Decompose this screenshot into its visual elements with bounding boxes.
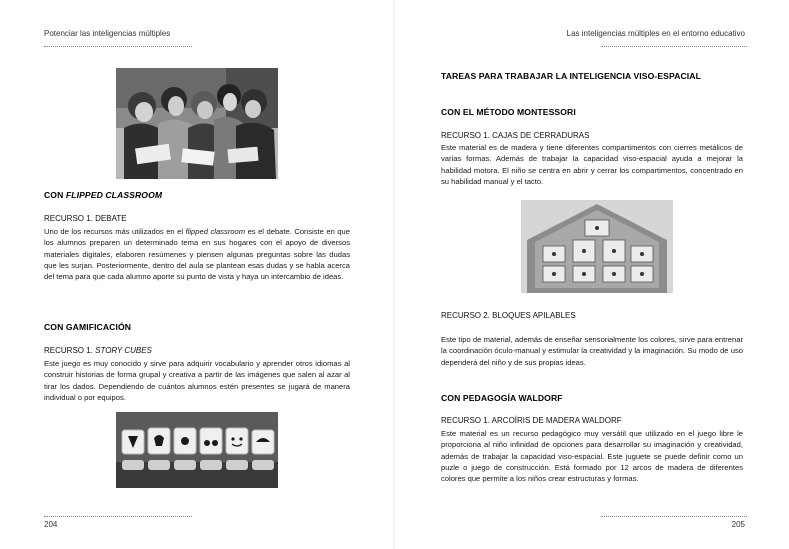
page-number-left: 204 <box>44 520 58 529</box>
left-page <box>0 0 394 549</box>
debate-text-a: Uno de los recursos más utilizados en el <box>44 227 186 236</box>
resource-emphasis: STORY CUBES <box>95 346 152 355</box>
header-rule-left <box>44 46 192 47</box>
debate-paragraph <box>44 226 350 282</box>
heading-prefix: CON <box>44 190 66 200</box>
gamification-heading: CON GAMIFICACIÓN <box>44 322 132 332</box>
arcoiris-paragraph: Este material es un recurso pedagógico muy versátil que utilizado en el juego libre le proporciona al niño infinidad de opciones para desarrollar su imaginación y creatividad, además de trabajar la capacidad viso-espacial. Este juguete se puede definir como un puzle o juego de construcción. Está formado por 12 arcos de madera de diferentes colores que permite a los niños crear estructuras y formas. <box>441 429 743 484</box>
resource-bloques-title: RECURSO 2. BLOQUES APILABLES <box>441 311 576 320</box>
header-rule-right <box>601 46 747 47</box>
resource-debate-title: RECURSO 1. DEBATE <box>44 214 127 223</box>
resource-story-cubes-title <box>44 346 152 355</box>
story-cubes-photo <box>116 412 278 488</box>
running-head-right: Las inteligencias múltiples en el entorno educativo <box>566 29 745 38</box>
viso-espacial-heading: TAREAS PARA TRABAJAR LA INTELIGENCIA VISO-ESPACIAL <box>441 71 701 81</box>
right-page <box>395 0 789 549</box>
resource-cajas-title: RECURSO 1. CAJAS DE CERRADURAS <box>441 131 590 140</box>
students-reading-photo <box>116 68 278 179</box>
footer-rule-right <box>601 516 747 517</box>
resource-arcoiris-title: RECURSO 1. ARCOÍRIS DE MADERA WALDORF <box>441 416 622 425</box>
story-cubes-paragraph: Este juego es muy conocido y sirve para adquirir vocabulario y aprender otros idiomas al construir historias de forma grupal y creativa a partir de las imágenes que salen al azar al tirar los dados. Dependiendo de cuántos alumnos estén presentes se jugará de manera individual o por equipos. <box>44 359 350 402</box>
cajas-paragraph: Este material es de madera y tiene diferentes compartimentos con cierres metálicos de varias formas. Además de trabajar la capacidad viso-espacial ayuda a mejorar la habilidad motora. El niño se centra en abrir y cerrar los compartimentos, concentrado en su habilidad manual y el tacto. <box>441 143 743 186</box>
lock-box-house-photo <box>521 200 673 293</box>
page-number-right: 205 <box>731 520 745 529</box>
footer-rule-left <box>44 516 192 517</box>
running-head-left: Potenciar las inteligencias múltiples <box>44 29 171 38</box>
debate-text-b: es el debate. Consiste en que los alumnos preparen un determinado tema en sus hogares con el apoyo de diversos materiales digitales, elaboren resúmenes y piensen algunas preguntas sobre las dudas que les surjan. Posteriormente, dentro del aula se plantean esas dudas y se habla acerca del tema para que cada alumno aporte su punto de vista y haya un intercambio de ideas. <box>44 227 350 282</box>
bloques-paragraph: Este tipo de material, además de enseñar sensorialmente los colores, sirve para entrenar la coordinación óculo-manual y estimular la creatividad y la imaginación. Su modo de uso dependerá del niño y de sus propias ideas. <box>441 335 743 367</box>
resource-prefix: RECURSO 1. <box>44 346 96 355</box>
flipped-classroom-heading <box>44 190 162 200</box>
heading-emphasis: FLIPPED CLASSROOM <box>65 190 163 200</box>
debate-text-em: flipped classroom <box>185 227 246 236</box>
montessori-heading: CON EL MÉTODO MONTESSORI <box>441 107 576 117</box>
waldorf-heading: CON PEDAGOGÍA WALDORF <box>441 393 563 403</box>
